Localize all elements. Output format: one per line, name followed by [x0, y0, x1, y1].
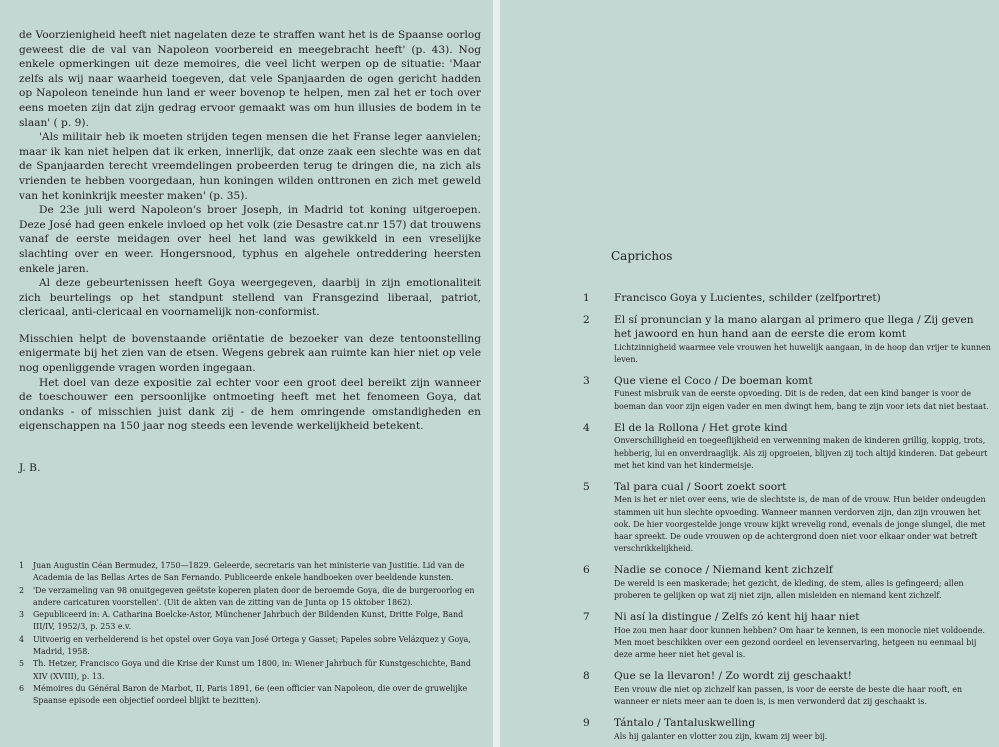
item-description: Lichtzinnigheid waarmee vele vrouwen het huwelijk aangaan, in de hoop dan vrijer te kunnen leven.: [614, 342, 991, 364]
item-number: 4: [583, 421, 590, 434]
footnote-text: Gepubliceerd in: A. Catharina Boelcke-Astor, Münchener Jahrbuch der Bildenden Kunst, Dritte Folge, Band III/IV, 1952/3, p. 253 e.v.: [33, 610, 464, 632]
paragraph: De 23e juli werd Napoleon's broer Joseph, in Madrid tot koning uitgeroepen. Deze José had geen enkele invloed op het volk (zie Desastre cat.nr 157) dat trouwens vanaf de eerste meidagen over heel het land was gewikkeld in een vreselijke slachting over en weer. Hongersnood, typhus en algehele ontreddering heersten enkele jaren.: [19, 204, 481, 275]
item-number: 7: [583, 611, 590, 624]
right-page: [500, 0, 999, 747]
footnote-text: 'De verzameling van 98 onuitgegeven geëtste koperen platen door de beroemde Goya, die de burgeroorlog en andere caricaturen voorstellen'. (Uit de akten van de zitting van de Junta op 15 oktober 1862).: [33, 585, 475, 607]
list-item: [583, 563, 993, 602]
item-description: Men is het er niet over eens, wie de slechtste is, de man of de vrouw. Hun beider ondeugden stammen uit hun slechte opvoeding. Wanneer mannen verdorven zijn, dan zijn vrouwen het ook. De hier voorgestelde jonge vrouw kijkt wrevelig rond, evenals de jonge slungel, die met haar spreekt. De oude vrouwen op de achtergrond doen niet voor elkaar onder wat betreft verschrikkelijkheid.: [614, 495, 986, 554]
item-heading: El de la Rollona / Het grote kind: [614, 421, 788, 434]
item-heading: Tal para cual / Soort zoekt soort: [614, 480, 787, 493]
footnote-number: 1: [19, 561, 25, 570]
page-gutter: [493, 0, 500, 747]
item-number: 5: [583, 480, 590, 493]
paragraph: Het doel van deze expositie zal echter voor een groot deel bereikt zijn wanneer de toeschouwer een persoonlijke ontmoeting heeft met het fenomeen Goya, dat ondanks - of misschien juist dank zij - de hem omringende omstandigheden en eigenschappen na 150 jaar nog steeds een levende werkelijkheid betekent.: [19, 376, 481, 433]
item-heading: Ni así la distingue / Zelfs zó kent hij haar niet: [614, 611, 860, 624]
footnote: [19, 560, 481, 585]
list-item: [583, 669, 993, 708]
footnote-number: 5: [19, 659, 25, 669]
item-heading: Francisco Goya y Lucientes, schilder (zelfportret): [614, 292, 881, 304]
item-description: Een vrouw die niet op zichzelf kan passen, is voor de eerste de beste die haar rooft, en wanneer er niets meer aan te doen is, is men verwonderd dat zij geschaakt is.: [614, 684, 963, 707]
list-item: [583, 291, 993, 306]
item-description: Funest misbruik van de eerste opvoeding. Dit is de reden, dat een kind banger is voor de boeman dan voor zijn eigen vader en men dwingt hem, bang te zijn voor iets dat niet bestaat.: [614, 389, 989, 411]
footnote-text: Juan Augustin Céan Bermudez, 1750—1829. Geleerde, secretaris van het ministerie van Justitie. Lid van de Academia de las Bellas Artes de San Fernando. Publiceerde enkele handboeken over beeldende kunsten.: [33, 561, 465, 583]
paragraph: Misschien helpt de bovenstaande oriëntatie de bezoeker van deze tentoonstelling enigermate bij het zien van de etsen. Wegens gebrek aan ruimte kan hier niet op vele nog openliggende vragen worden ingegaan.: [19, 332, 481, 375]
list-item: [583, 716, 993, 743]
item-description: De wereld is een maskerade; het gezicht, de kleding, de stem, alles is gefingeerd; allen proberen te gelijken op wat zij niet zijn, allen misleiden en niemand kent zichzelf.: [614, 578, 964, 601]
item-heading: Tántalo / Tantaluskwelling: [614, 717, 756, 730]
list-item: [583, 610, 993, 661]
item-heading: El sí pronuncian y la mano alargan al primero que llega / Zij geven het jawoord en hun hand aan de eerste die erom komt: [614, 313, 974, 340]
signature: J. B.: [19, 462, 41, 475]
item-number: 6: [583, 564, 590, 577]
list-item: [583, 421, 993, 472]
paragraph: 'Als militair heb ik moeten strijden tegen mensen die het Franse leger aanvielen; maar ik kan niet helpen dat ik erken, innerlijk, dat onze zaak een slechte was en dat de Spanjaarden terecht vreemdelingen probeerden terug te dringen die, na zich als vrienden te hebben voorgedaan, hun koningen wilden onttronen en zich met geweld van het koninkrijk meester maken' (p. 35).: [19, 131, 481, 202]
item-number: 1: [583, 292, 590, 304]
footnote-number: 2: [19, 585, 25, 595]
paragraph: Al deze gebeurtenissen heeft Goya weergegeven, daarbij in zijn emotionaliteit zich beurtelings op het standpunt stellend van Fransgezind liberaal, patriot, clericaal, anti-clericaal en voornamelijk non-conformist.: [19, 277, 481, 319]
item-heading: Nadie se conoce / Niemand kent zichzelf: [614, 564, 833, 577]
list-item: [583, 374, 993, 413]
footnote-text: Mémoires du Général Baron de Marbot, II, Paris 1891, 6e (een officier van Napoleon, die over de gruwelijke Spaanse episode een objectief oordeel blijkt te bezitten).: [33, 683, 468, 706]
footnote-number: 4: [19, 634, 25, 644]
caprichos-list: [583, 291, 993, 743]
footnote: [19, 658, 481, 683]
item-number: 8: [583, 670, 590, 683]
footnote: [19, 585, 481, 610]
left-page: [0, 0, 493, 747]
paragraph: de Voorzienigheid heeft niet nagelaten deze te straffen want het is de Spaanse oorlog geweest die de val van Napoleon voorbereid en meegebracht heeft' (p. 43). Nog enkele opmerkingen uit deze memoires, die veel licht werpen op de situatie: 'Maar zelfs als wij naar waarheid toegeven, dat vele Spanjaarden de ogen gericht hadden op Napoleon teneinde hun land er weer bovenop te helpen, men zal het er toch over eens moeten zijn dat zijn gedrag ervoor gemaakt was om hun illusies de bodem in te slaan' ( p. 9).: [19, 29, 481, 129]
item-description: Hoe zou men haar door kunnen hebben? Om haar te kennen, is een monocle niet voldoende. Men moet beschikken over een gezond oordeel en levenservaring, hetgeen nu eenmaal bij deze arme heer niet het geval is.: [614, 625, 985, 660]
item-heading: Que viene el Coco / De boeman komt: [614, 374, 813, 387]
list-item: [583, 313, 993, 366]
section-title: Caprichos: [611, 249, 673, 263]
item-heading: Que se la llevaron! / Zo wordt zij geschaakt!: [614, 670, 852, 683]
item-number: 9: [583, 717, 590, 730]
footnote: [19, 609, 481, 634]
footnote-number: 3: [19, 610, 25, 620]
footnote: [19, 634, 481, 659]
footnote-text: Uitvoerig en verhelderend is het opstel over Goya van José Ortega y Gasset; Papeles sobre Velázquez y Goya, Madrid, 1958.: [33, 634, 471, 657]
item-number: 3: [583, 374, 590, 387]
footnote-number: 6: [19, 683, 25, 693]
item-number: 2: [583, 313, 590, 326]
footnotes: [19, 560, 481, 708]
footnote: [19, 683, 481, 708]
item-description: Onverschilligheid en toegeeflijkheid en verwenning maken de kinderen grillig, koppig, trots, hebberig, lui en onverdraaglijk. Als zij opgroeien, blijven zij toch altijd kinderen. Dat gebeurt met het kind van het kindermeisje.: [614, 436, 988, 470]
item-description: Als hij galanter en vlotter zou zijn, kwam zij weer bij.: [614, 731, 828, 741]
list-item: [583, 480, 993, 556]
footnote-text: Th. Hetzer, Francisco Goya und die Krise der Kunst um 1800, in: Wiener Jahrbuch für Kunstgeschichte, Band XIV (XVIII), p. 13.: [33, 659, 471, 681]
